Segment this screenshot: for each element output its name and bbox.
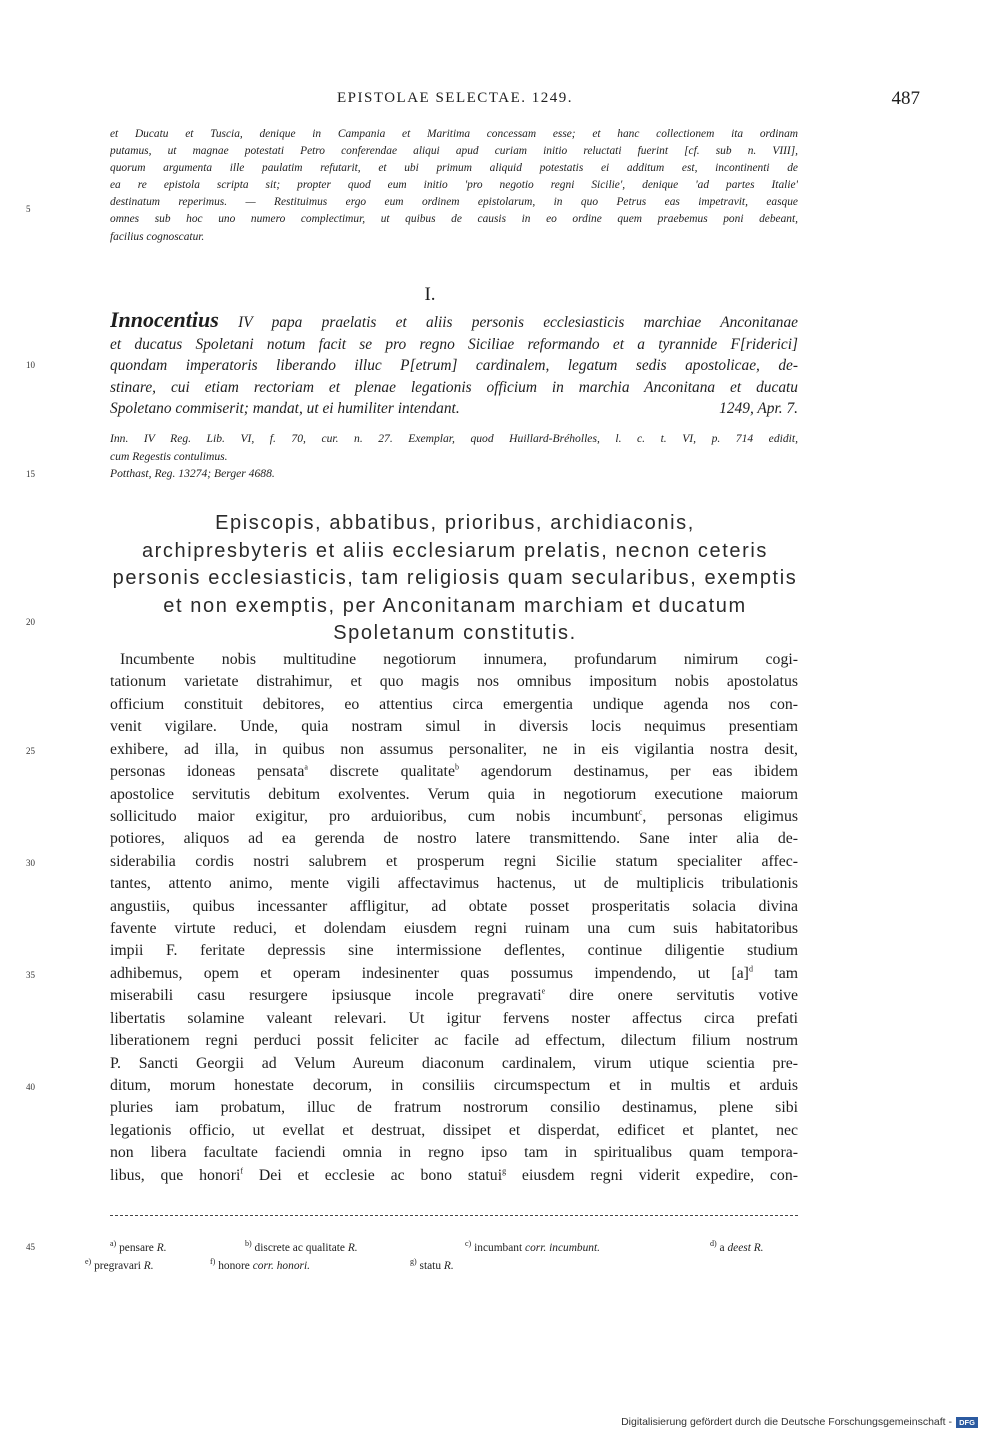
regest-line: Spoletano commiserit; mandat, ut ei humiliter intendant. [110, 400, 460, 418]
letter-address [0, 510, 910, 648]
body-line: liberationem regni perduci possit feliciter ac facile ad effectum, dilectum filium nostrum [110, 1032, 798, 1050]
margin-line-number: 45 [26, 1242, 35, 1252]
body-line: Incumbente nobis multitudine negotiorum innumera, profundarum nimirum cogi- [120, 651, 798, 668]
body-line: tantes, attento animo, mente vigili affectavimus hactenus, ut de multiplicis tribulationis [110, 875, 798, 893]
letter-date: 1249, Apr. 7. [719, 400, 798, 418]
footnote: $^{g)}$ statu R. [410, 1257, 454, 1272]
regest-first-word: Innocentius [110, 309, 219, 332]
body-line: impii F. feritate depressis sine intermissione deflentes, continue diligentie studium [110, 942, 798, 960]
footnote-marker: g [502, 1166, 507, 1176]
margin-line-number: 15 [26, 469, 35, 479]
footnote: $^{e)}$ pregravari R. [85, 1257, 154, 1272]
regest-line: stinare, cui etiam rectoriam et plenae legationis officium in marchia Anconitana et ducatu [110, 378, 798, 396]
margin-line-number: 25 [26, 746, 35, 756]
regest-line-text: IV papa praelatis et aliis personis ecclesiasticis marchiae Anconitanae [218, 314, 798, 331]
running-title: EPISTOLAE SELECTAE. 1249. [336, 90, 573, 106]
body-line: miserabili casu resurgere ipsiusque incole pregravati$^e$ dire onere servitutis votive [110, 987, 798, 1005]
body-line: potiores, aliquos ad ea gerenda de nostro latere transmittendo. Sane inter alia de- [110, 830, 798, 848]
body-line: angustiis, quibus incessanter affligitur, ad obtate posset prosperitatis solacia divina [110, 897, 798, 915]
body-line: ditum, morum honestate decorum, in consiliis circumspectum et in multis et arduis [110, 1077, 798, 1095]
intro-line: omnes sub hoc uno numero complectimur, ut quibus de causis in eo ordine quem praebemus poni debeant, [110, 213, 798, 226]
intro-line: facilius cognoscatur. [110, 230, 205, 243]
body-line: libus, que honori$^f$ Dei et ecclesie ac bono statui$^g$ eiusdem regni viderit expedire, con- [110, 1166, 798, 1184]
intro-line: putamus, ut magnae potestati Petro conferendae aliqui apud curiam initio reluctati fuerint [cf. sub n. VIII], [110, 145, 798, 158]
intro-line: quorum argumenta ille paulatim refutarit, et ubi primum aliquid potestatis ei additum est, incontinenti de [110, 162, 798, 175]
address-line: Episcopis, abbatibus, prioribus, archidiaconis, [215, 512, 695, 534]
source-line: cum Regestis contulimus. [110, 449, 228, 463]
regest-last-line [110, 398, 798, 420]
body-line: libertatis solamine valeant relevari. Ut igitur fervens noster affectus circa prefati [110, 1009, 798, 1027]
intro-line: ea re epistola scripta sit; propter quod eum initio 'pro negotio regni Sicilie', denique 'ad partes Italie' [110, 179, 798, 192]
footnote-marker: c [638, 807, 643, 817]
footnote: $^{a)}$ pensare R. [110, 1239, 167, 1254]
source-line: Inn. IV Reg. Lib. VI, f. 70, cur. n. 27. Exemplar, quod Huillard-Bréholles, l. c. t. VI, p. 714 edidit, [110, 432, 798, 445]
footnote-marker: e [541, 987, 546, 997]
footnote-marker: a [304, 762, 308, 772]
source-references [110, 430, 798, 483]
credit-text: Digitalisierung gefördert durch die Deutsche Forschungsgemeinschaft - [621, 1416, 952, 1428]
margin-line-number: 30 [26, 858, 35, 868]
body-line: personas idoneas pensata$^a$ discrete qualitate$^b$ agendorum destinamus, per eas ibidem [110, 762, 798, 781]
introduction-paragraph [110, 126, 798, 246]
body-line: apostolice servitutis debitum exolventes. Verum quia in negotiorum executione maiorum [110, 785, 798, 803]
margin-line-number: 10 [26, 360, 35, 370]
letter-number: I. [424, 284, 436, 305]
body-line: non libera facultate faciendi omnia in regno ipso tam in spiritualibus quam tempora- [110, 1144, 798, 1162]
body-line: officium constituit debitores, eo attentius circa emergentia undique agenda nos con- [110, 695, 798, 713]
footnotes [85, 1239, 798, 1276]
footnote-marker: b [454, 762, 459, 772]
body-line: adhibemus, opem et operam indesinenter quas possumus impendendo, ut $[a]^d$ tam [110, 964, 798, 982]
margin-line-number: 5 [26, 204, 31, 214]
regest-summary [110, 309, 798, 420]
margin-line-number: 20 [26, 617, 35, 627]
body-line: favente virtute reduci, et dolendam eiusdem regni ruinam una cum suis habitatoribus [110, 920, 798, 938]
margin-line-number: 40 [26, 1082, 35, 1092]
body-line: legationis officio, ut evellat et destruat, dissipet et disperdat, edificet et plantet, nec [110, 1121, 798, 1139]
intro-line: destinatum reperimus. — Restituimus ergo eum ordinem epistolarum, in quo Petrus eas impetravit, easque [110, 196, 798, 209]
letter-body [110, 649, 798, 1187]
page-header [110, 88, 920, 112]
address-line: personis ecclesiasticis, tam religiosis quam secularibus, exemptis [112, 567, 798, 590]
footnote-separator [110, 1215, 798, 1216]
regest-line: et ducatus Spoletani notum facit se pro regno Siciliae reformando et a tyrannide F[riderici] [110, 335, 798, 353]
body-line: siderabilia cordis nostri salubrem et prosperum regni Sicilie statum specialiter affec- [110, 852, 798, 870]
margin-line-number: 35 [26, 970, 35, 980]
body-line: P. Sancti Georgii ad Velum Aureum diaconum cardinalem, virum utique scientia pre- [110, 1054, 798, 1072]
footnote-marker: d [748, 964, 753, 974]
body-line: exhibere, ad illa, in quibus non assumus personaliter, ne in eis vigilantia nostra desit, [110, 740, 798, 758]
intro-line: et Ducatu et Tuscia, denique in Campania et Maritima concessam esse; et hanc collectionem ita ordinam [110, 128, 798, 140]
body-line: pluries iam probatum, illuc de fratrum nostrorum consilio destinamus, plene sibi [110, 1099, 798, 1117]
address-line: et non exemptis, per Anconitanam marchiam et ducatum [163, 594, 747, 617]
body-line: venit vigilare. Unde, quia nostram simul in diversis locis nequimus presentiam [110, 718, 798, 736]
body-line: sollicitudo maior exigitur, pro arduioribus, cum nobis incumbunt$^c$, personas eligimus [110, 807, 798, 825]
dfg-logo-icon: DFG [956, 1417, 978, 1428]
source-line: Potthast, Reg. 13274; Berger 4688. [110, 467, 275, 481]
digitization-credit [621, 1416, 978, 1428]
footnote-marker: f [240, 1166, 244, 1176]
regest-line: quondam imperatoris liberando illuc P[etrum] cardinalem, legatum sedis apostolicae, de- [110, 357, 798, 375]
page-number: 487 [891, 88, 920, 109]
footnote: $^{f)}$ honore corr. honori. [210, 1257, 310, 1272]
body-line: tationum varietate distrahimur, et quo magis nos omnibus impositum nobis apostolatus [110, 673, 798, 691]
regest-line [110, 309, 798, 334]
footnote: $^{c)}$ incumbant corr. incumbunt. [465, 1239, 601, 1254]
footnote: $^{b)}$ discrete ac qualitate R. [245, 1239, 358, 1254]
address-line: Spoletanum constitutis. [333, 622, 577, 645]
footnote: $^{d)}$ a deest R. [710, 1239, 764, 1254]
address-line: archipresbyteris et aliis ecclesiarum prelatis, necnon ceteris [141, 539, 769, 562]
